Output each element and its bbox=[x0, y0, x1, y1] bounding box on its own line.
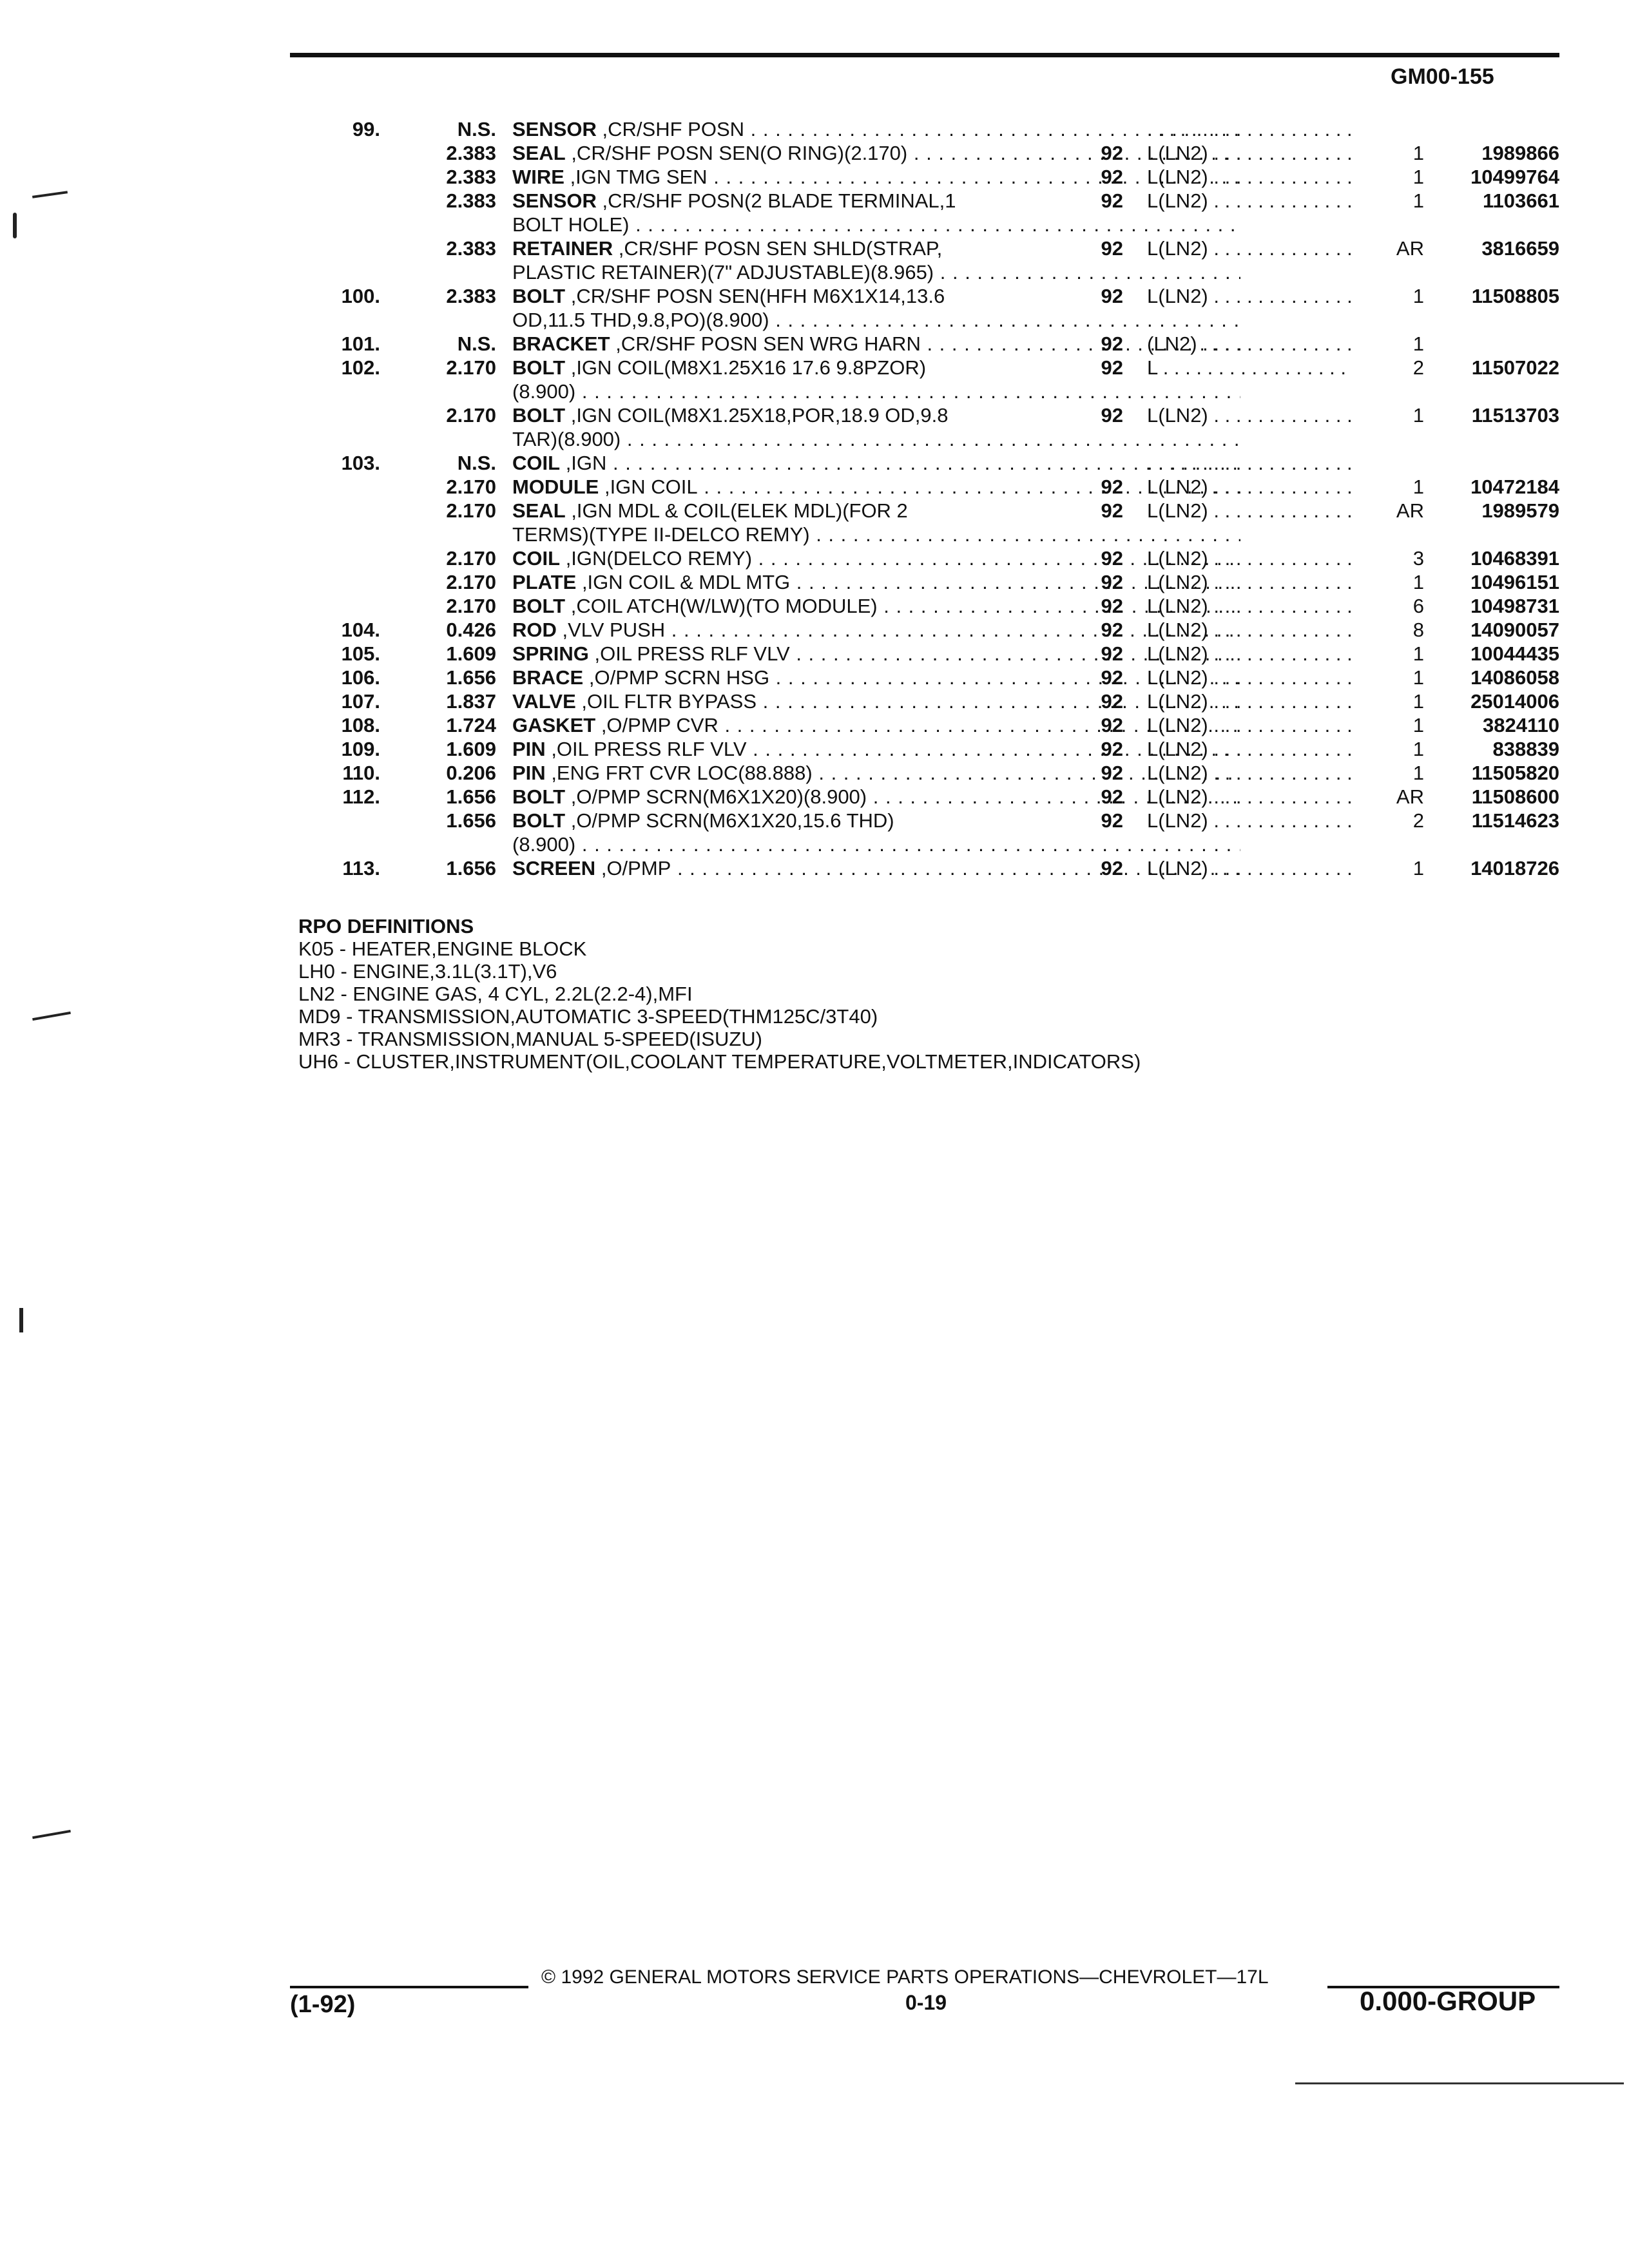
description-line bbox=[512, 785, 1240, 809]
part-row bbox=[309, 141, 1559, 165]
part-name: BOLT bbox=[512, 404, 566, 427]
part-group-number: 2.383 bbox=[446, 166, 496, 188]
description-line bbox=[512, 546, 1240, 570]
part-row bbox=[309, 475, 1559, 499]
part-number: 10496151 bbox=[1470, 571, 1559, 593]
part-row bbox=[309, 809, 1559, 856]
part-group-number: 1.656 bbox=[446, 785, 496, 808]
part-description-text: ,O/PMP bbox=[601, 857, 671, 879]
part-name: RETAINER bbox=[512, 237, 613, 260]
rpo-code: L(LN2) . . . bbox=[1147, 618, 1353, 642]
model-year: 92 bbox=[1101, 476, 1123, 498]
model-year: 92 bbox=[1101, 785, 1123, 808]
part-name: BOLT bbox=[512, 809, 566, 832]
copyright-line: © 1992 GENERAL MOTORS SERVICE PARTS OPERATIONS—CHEVROLET—17L bbox=[541, 1966, 1269, 1988]
part-row bbox=[309, 284, 1559, 332]
part-name: BRACE bbox=[512, 666, 584, 689]
part-number: 11505820 bbox=[1471, 762, 1559, 784]
part-description-text: TERMS)(TYPE II-DELCO REMY) bbox=[512, 523, 810, 546]
part-group-number: 0.426 bbox=[446, 619, 496, 641]
description-line bbox=[512, 737, 1240, 761]
description-line bbox=[512, 761, 1240, 785]
part-group-number: 2.383 bbox=[446, 189, 496, 212]
part-ref-number: 102. bbox=[341, 356, 380, 379]
part-name: PLATE bbox=[512, 571, 577, 593]
rpo-definitions-title: RPO DEFINITIONS bbox=[298, 915, 474, 937]
parts-list bbox=[309, 117, 1559, 880]
part-name: COIL bbox=[512, 452, 561, 474]
part-number: 1989866 bbox=[1481, 142, 1559, 164]
part-description-text: ,O/PMP SCRN(M6X1X20,15.6 THD) bbox=[570, 809, 894, 832]
rpo-code: L(LN2) . . . bbox=[1147, 236, 1353, 260]
description-line bbox=[512, 141, 1240, 165]
part-ref-number: 109. bbox=[341, 738, 380, 760]
quantity: 1 bbox=[1412, 189, 1424, 212]
rpo-code: L(LN2) . . . bbox=[1147, 785, 1353, 809]
footer-rule-bottom bbox=[1295, 2082, 1624, 2084]
rpo-code: L(LN2) . . . bbox=[1147, 856, 1353, 880]
part-name: BRACKET bbox=[512, 332, 610, 355]
part-ref-number: 107. bbox=[341, 690, 380, 713]
part-group-number: 1.837 bbox=[446, 690, 496, 713]
part-group-number: 1.609 bbox=[446, 738, 496, 760]
part-ref-number: 101. bbox=[341, 332, 380, 355]
scan-mark bbox=[13, 213, 17, 238]
description-line bbox=[512, 689, 1240, 713]
rpo-code: (LN2) . . . bbox=[1147, 332, 1353, 356]
quantity: 1 bbox=[1412, 285, 1424, 307]
part-number: 10044435 bbox=[1470, 642, 1559, 665]
part-group-number: 2.383 bbox=[446, 237, 496, 260]
rpo-code: L(LN2) . . . bbox=[1147, 165, 1353, 189]
rpo-code: L(LN2) . . . bbox=[1147, 475, 1353, 499]
model-year: 92 bbox=[1101, 762, 1123, 784]
rpo-code: L(LN2) . . . bbox=[1147, 499, 1353, 523]
part-name: SENSOR bbox=[512, 118, 597, 140]
part-row bbox=[309, 499, 1559, 546]
part-description-text: ,OIL FLTR BYPASS bbox=[581, 690, 757, 713]
part-number: 10472184 bbox=[1470, 476, 1559, 498]
part-ref-number: 108. bbox=[341, 714, 380, 736]
part-name: GASKET bbox=[512, 714, 596, 736]
rpo-definitions bbox=[298, 915, 1141, 1073]
part-row bbox=[309, 546, 1559, 570]
rpo-code: L(LN2) . . . bbox=[1147, 570, 1353, 594]
part-description-text: PLASTIC RETAINER)(7" ADJUSTABLE)(8.965) bbox=[512, 261, 934, 284]
part-description-text: ,IGN(DELCO REMY) bbox=[565, 547, 753, 570]
part-name: ROD bbox=[512, 619, 557, 641]
scan-mark bbox=[32, 1012, 71, 1021]
part-number: 10499764 bbox=[1470, 166, 1559, 188]
part-row bbox=[309, 737, 1559, 761]
page-id: GM00-155 bbox=[1391, 64, 1494, 89]
part-number: 11507022 bbox=[1471, 356, 1559, 379]
date-code: (1-92) bbox=[290, 1991, 356, 2018]
quantity: 1 bbox=[1412, 738, 1424, 760]
rpo-code bbox=[1147, 451, 1353, 475]
part-number: 3816659 bbox=[1481, 237, 1559, 260]
part-description-text: ,CR/SHF POSN SEN WRG HARN bbox=[615, 332, 921, 355]
rpo-code: L(LN2) . . . bbox=[1147, 761, 1353, 785]
part-row bbox=[309, 403, 1559, 451]
part-description-text: ,O/PMP CVR bbox=[601, 714, 718, 736]
description-line bbox=[512, 332, 1240, 356]
rpo-def-item: MR3 - TRANSMISSION,MANUAL 5-SPEED(ISUZU) bbox=[298, 1028, 762, 1050]
part-group-number: 1.609 bbox=[446, 642, 496, 665]
part-group-number: 2.170 bbox=[446, 404, 496, 427]
part-name: SCREEN bbox=[512, 857, 596, 879]
rpo-def-item: MD9 - TRANSMISSION,AUTOMATIC 3-SPEED(THM125C/3T40) bbox=[298, 1005, 878, 1028]
rpo-code: L(LN2) . . . bbox=[1147, 284, 1353, 308]
part-number: 25014006 bbox=[1470, 690, 1559, 713]
quantity: 1 bbox=[1412, 642, 1424, 665]
scan-mark bbox=[32, 1830, 71, 1839]
rpo-code: L(LN2) . . . bbox=[1147, 403, 1353, 427]
description-line bbox=[512, 117, 1240, 141]
part-name: SPRING bbox=[512, 642, 589, 665]
part-description-text: ,CR/SHF POSN SEN(O RING)(2.170) bbox=[571, 142, 908, 164]
part-number: 14086058 bbox=[1470, 666, 1559, 689]
part-name: SEAL bbox=[512, 142, 566, 164]
part-description-text: ,IGN COIL bbox=[604, 476, 698, 498]
part-ref-number: 105. bbox=[341, 642, 380, 665]
part-row bbox=[309, 689, 1559, 713]
quantity: AR bbox=[1396, 785, 1424, 808]
part-row bbox=[309, 236, 1559, 284]
description-line bbox=[512, 713, 1240, 737]
rpo-code: L(LN2) . . . bbox=[1147, 737, 1353, 761]
part-name: SENSOR bbox=[512, 189, 597, 212]
rpo-code: L(LN2) . . . bbox=[1147, 809, 1353, 832]
part-number: 838839 bbox=[1492, 738, 1559, 760]
part-group-number: 1.656 bbox=[446, 666, 496, 689]
part-description-text: ,CR/SHF POSN bbox=[602, 118, 745, 140]
description-line bbox=[512, 832, 1240, 856]
part-row bbox=[309, 594, 1559, 618]
model-year: 92 bbox=[1101, 738, 1123, 760]
part-description-text: ,IGN COIL(M8X1.25X18,POR,18.9 OD,9.8 bbox=[570, 404, 949, 427]
part-number: 11508600 bbox=[1471, 785, 1559, 808]
quantity: 1 bbox=[1412, 571, 1424, 593]
quantity: 1 bbox=[1412, 332, 1424, 355]
part-description-text: ,ENG FRT CVR LOC(88.888) bbox=[551, 762, 813, 784]
quantity: 1 bbox=[1412, 690, 1424, 713]
model-year: 92 bbox=[1101, 189, 1123, 212]
quantity: 1 bbox=[1412, 762, 1424, 784]
footer-rule-left bbox=[290, 1986, 528, 1988]
part-group-number: 2.383 bbox=[446, 142, 496, 164]
description-line bbox=[512, 213, 1240, 236]
part-group-number: N.S. bbox=[457, 332, 496, 355]
part-group-number: 2.170 bbox=[446, 499, 496, 522]
part-row bbox=[309, 189, 1559, 236]
part-name: VALVE bbox=[512, 690, 576, 713]
rpo-code: L(LN2) . . . bbox=[1147, 594, 1353, 618]
part-description-text: BOLT HOLE) bbox=[512, 213, 630, 236]
model-year: 92 bbox=[1101, 404, 1123, 427]
description-line bbox=[512, 260, 1240, 284]
part-description-text: ,COIL ATCH(W/LW)(TO MODULE) bbox=[570, 595, 878, 617]
part-name: BOLT bbox=[512, 595, 566, 617]
part-row bbox=[309, 856, 1559, 880]
part-number: 11514623 bbox=[1471, 809, 1559, 832]
part-name: PIN bbox=[512, 738, 546, 760]
part-description-text: ,OIL PRESS RLF VLV bbox=[594, 642, 790, 665]
rpo-code: L(LN2) . . . bbox=[1147, 666, 1353, 689]
part-number: 14018726 bbox=[1470, 857, 1559, 879]
part-name: MODULE bbox=[512, 476, 599, 498]
model-year: 92 bbox=[1101, 547, 1123, 570]
part-group-number: 1.656 bbox=[446, 809, 496, 832]
rpo-def-item: LN2 - ENGINE GAS, 4 CYL, 2.2L(2.2-4),MFI bbox=[298, 983, 693, 1005]
part-row bbox=[309, 618, 1559, 642]
part-description-text: ,VLV PUSH bbox=[562, 619, 666, 641]
description-line bbox=[512, 475, 1240, 499]
quantity: 2 bbox=[1412, 356, 1424, 379]
part-row bbox=[309, 570, 1559, 594]
quantity: 1 bbox=[1412, 166, 1424, 188]
model-year: 92 bbox=[1101, 332, 1123, 355]
part-ref-number: 100. bbox=[341, 285, 380, 307]
part-row bbox=[309, 666, 1559, 689]
quantity: AR bbox=[1396, 499, 1424, 522]
part-group-number: 2.170 bbox=[446, 595, 496, 617]
part-ref-number: 106. bbox=[341, 666, 380, 689]
part-number: 1103661 bbox=[1483, 189, 1559, 212]
model-year: 92 bbox=[1101, 595, 1123, 617]
part-row bbox=[309, 332, 1559, 356]
quantity: 6 bbox=[1412, 595, 1424, 617]
part-row bbox=[309, 165, 1559, 189]
scan-mark bbox=[32, 191, 68, 198]
description-line bbox=[512, 427, 1240, 451]
scan-mark bbox=[19, 1308, 23, 1332]
description-line bbox=[512, 570, 1240, 594]
part-group-number: 1.656 bbox=[446, 857, 496, 879]
part-name: COIL bbox=[512, 547, 561, 570]
part-ref-number: 104. bbox=[341, 619, 380, 641]
description-line bbox=[512, 308, 1240, 332]
part-group-number: 1.724 bbox=[446, 714, 496, 736]
part-name: BOLT bbox=[512, 785, 566, 808]
part-group-number: N.S. bbox=[457, 118, 496, 140]
description-line bbox=[512, 666, 1240, 689]
quantity: AR bbox=[1396, 237, 1424, 260]
model-year: 92 bbox=[1101, 499, 1123, 522]
group-label: 0.000-GROUP bbox=[1360, 1986, 1536, 2016]
rpo-code: L(LN2) . . . bbox=[1147, 642, 1353, 666]
part-row bbox=[309, 642, 1559, 666]
part-ref-number: 113. bbox=[342, 857, 380, 879]
quantity: 1 bbox=[1412, 666, 1424, 689]
model-year: 92 bbox=[1101, 642, 1123, 665]
description-line bbox=[512, 523, 1240, 546]
model-year: 92 bbox=[1101, 619, 1123, 641]
part-row bbox=[309, 117, 1559, 141]
model-year: 92 bbox=[1101, 666, 1123, 689]
part-group-number: N.S. bbox=[457, 452, 496, 474]
part-name: WIRE bbox=[512, 166, 564, 188]
part-row bbox=[309, 785, 1559, 809]
model-year: 92 bbox=[1101, 356, 1123, 379]
model-year: 92 bbox=[1101, 857, 1123, 879]
part-description-text: ,CR/SHF POSN SEN(HFH M6X1X14,13.6 bbox=[570, 285, 945, 307]
part-description-text: TAR)(8.900) bbox=[512, 428, 621, 450]
description-line bbox=[512, 642, 1240, 666]
rpo-code: L . . . bbox=[1147, 356, 1353, 380]
part-name: SEAL bbox=[512, 499, 566, 522]
model-year: 92 bbox=[1101, 142, 1123, 164]
part-group-number: 2.170 bbox=[446, 476, 496, 498]
part-ref-number: 103. bbox=[341, 452, 380, 474]
quantity: 1 bbox=[1412, 142, 1424, 164]
part-description-text: ,CR/SHF POSN SEN SHLD(STRAP, bbox=[618, 237, 943, 260]
quantity: 3 bbox=[1412, 547, 1424, 570]
quantity: 1 bbox=[1412, 714, 1424, 736]
part-group-number: 2.170 bbox=[446, 356, 496, 379]
part-description-text: ,IGN bbox=[565, 452, 607, 474]
rpo-def-item: UH6 - CLUSTER,INSTRUMENT(OIL,COOLANT TEMPERATURE,VOLTMETER,INDICATORS) bbox=[298, 1050, 1141, 1073]
quantity: 1 bbox=[1412, 404, 1424, 427]
part-description-text: ,O/PMP SCRN HSG bbox=[588, 666, 770, 689]
part-description-text: ,O/PMP SCRN(M6X1X20)(8.900) bbox=[570, 785, 867, 808]
rpo-code: L(LN2) . . . bbox=[1147, 689, 1353, 713]
part-description-text: (8.900) bbox=[512, 833, 576, 856]
part-group-number: 2.383 bbox=[446, 285, 496, 307]
part-ref-number: 110. bbox=[342, 762, 380, 784]
part-description-text: ,OIL PRESS RLF VLV bbox=[551, 738, 747, 760]
quantity: 1 bbox=[1412, 476, 1424, 498]
part-number: 14090057 bbox=[1470, 619, 1559, 641]
rpo-code bbox=[1147, 117, 1353, 141]
description-line bbox=[512, 380, 1240, 403]
description-line bbox=[512, 594, 1240, 618]
part-row bbox=[309, 713, 1559, 737]
rpo-code: L(LN2) . . . bbox=[1147, 189, 1353, 213]
model-year: 92 bbox=[1101, 285, 1123, 307]
part-description-text: ,IGN TMG SEN bbox=[570, 166, 708, 188]
part-number: 3824110 bbox=[1483, 714, 1559, 736]
rpo-def-item: LH0 - ENGINE,3.1L(3.1T),V6 bbox=[298, 960, 557, 983]
part-name: PIN bbox=[512, 762, 546, 784]
rpo-code: L(LN2) . . . bbox=[1147, 141, 1353, 165]
page-number: 0-19 bbox=[905, 1991, 947, 2014]
part-row bbox=[309, 356, 1559, 403]
part-row bbox=[309, 451, 1559, 475]
part-ref-number: 112. bbox=[342, 785, 380, 808]
model-year: 92 bbox=[1101, 690, 1123, 713]
part-name: BOLT bbox=[512, 356, 566, 379]
description-line bbox=[512, 165, 1240, 189]
part-description-text: ,CR/SHF POSN(2 BLADE TERMINAL,1 bbox=[602, 189, 956, 212]
model-year: 92 bbox=[1101, 809, 1123, 832]
description-line bbox=[512, 618, 1240, 642]
part-ref-number: 99. bbox=[352, 118, 380, 140]
part-description-text: (8.900) bbox=[512, 380, 576, 403]
rpo-def-item: K05 - HEATER,ENGINE BLOCK bbox=[298, 937, 587, 960]
model-year: 92 bbox=[1101, 166, 1123, 188]
model-year: 92 bbox=[1101, 571, 1123, 593]
part-description-text: ,IGN COIL & MDL MTG bbox=[581, 571, 791, 593]
top-rule bbox=[290, 53, 1559, 57]
quantity: 2 bbox=[1412, 809, 1424, 832]
part-number: 1989579 bbox=[1481, 499, 1559, 522]
part-number: 10498731 bbox=[1470, 595, 1559, 617]
model-year: 92 bbox=[1101, 714, 1123, 736]
part-name: BOLT bbox=[512, 285, 566, 307]
quantity: 8 bbox=[1412, 619, 1424, 641]
description-line bbox=[512, 856, 1240, 880]
part-row bbox=[309, 761, 1559, 785]
part-number: 10468391 bbox=[1470, 547, 1559, 570]
part-number: 11508805 bbox=[1471, 285, 1559, 307]
part-group-number: 0.206 bbox=[446, 762, 496, 784]
part-group-number: 2.170 bbox=[446, 571, 496, 593]
rpo-code: L(LN2) . . . bbox=[1147, 713, 1353, 737]
rpo-code: L(LN2) . . . bbox=[1147, 546, 1353, 570]
part-description-text: ,IGN COIL(M8X1.25X16 17.6 9.8PZOR) bbox=[570, 356, 927, 379]
part-number: 11513703 bbox=[1471, 404, 1559, 427]
part-description-text: OD,11.5 THD,9.8,PO)(8.900) bbox=[512, 309, 769, 331]
model-year: 92 bbox=[1101, 237, 1123, 260]
part-description-text: ,IGN MDL & COIL(ELEK MDL)(FOR 2 bbox=[571, 499, 908, 522]
quantity: 1 bbox=[1412, 857, 1424, 879]
description-line bbox=[512, 451, 1240, 475]
part-group-number: 2.170 bbox=[446, 547, 496, 570]
